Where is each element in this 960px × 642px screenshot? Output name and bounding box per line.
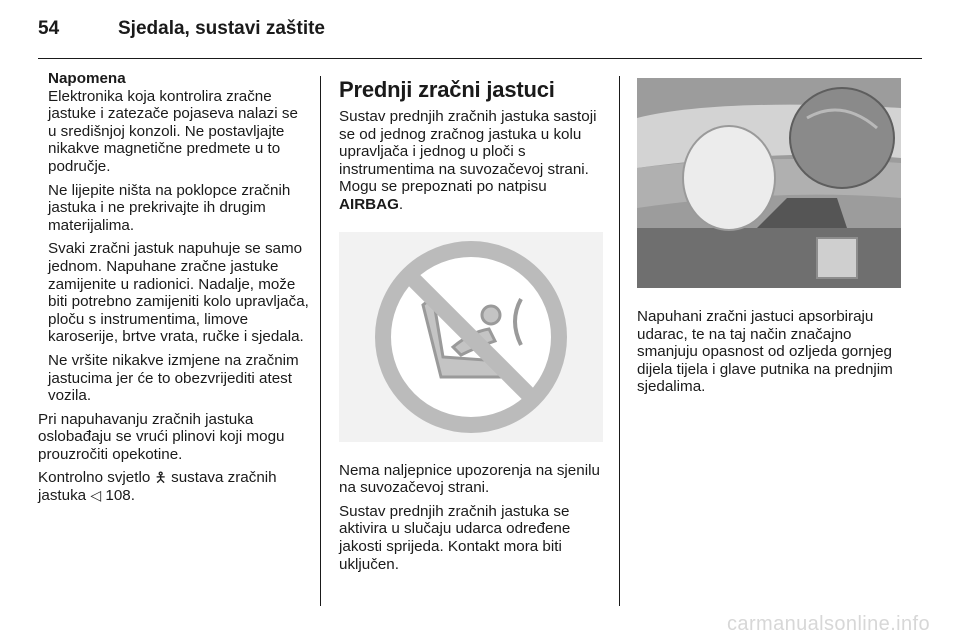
no-child-seat-sign-illustration [339,232,603,442]
note-paragraph-2: Ne lijepite ništa na poklopce zračnih jastuka i ne prekrivajte ih drugim materijalima. [48,181,291,234]
note-block [38,70,310,405]
paragraph-intro [339,108,607,214]
intro-end: . [398,195,404,213]
warning-light-text-mid: sustava zračnih jastuka [38,469,277,505]
paragraph-warning-light [38,469,310,504]
column-3 [637,78,903,402]
airbag-label: AIRBAG [339,195,399,213]
watermark: carmanualsonline.info [727,613,930,635]
header-rule [38,58,922,59]
intro-text: Sustav prednjih zračnih jastuka sastoji se od jednog zračnog jastuka u kolu upravljača i jednog u ploči s instrumentima na suvozačevoj strani. Mogu se prepoznati po natpisu [339,108,597,196]
paragraph-activation: Sustav prednjih zračnih jastuka se aktivira u slučaju udarca određene jakosti sprijeda. Kontakt mora biti uključen. [339,502,571,573]
page-header [38,18,325,48]
column-2 [339,78,607,579]
note-paragraph-4: Ne vršite nikakve izmjene na zračnim jastucima jer će to obezvrijediti atest vozila. [48,351,299,405]
photo-caption: Napuhani zračni jastuci apsorbiraju udarac, te na taj način značajno smanjuju opasnost od ozljeda gornjeg dijela tijela i glave putnika na prednjim sjedalima. [637,308,893,396]
chapter-title: Sjedala, sustavi zaštite [118,18,325,39]
no-child-seat-sign-icon [371,237,571,437]
note-title: Napomena [48,70,126,87]
airbags-photo-illustration [637,78,901,288]
note-paragraph-1: Elektronika koja kontrolira zračne jastuke i zatezače pojaseva nalazi se u središnjoj konzoli. Ne postavljajte nikakve magnetične predmete u to područje. [48,87,298,175]
inflated-airbags-photo [637,78,901,288]
page-reference-link[interactable]: 108. [105,487,135,505]
column-divider-2 [619,76,620,606]
warning-light-text-pre: Kontrolno svjetlo [38,469,151,487]
page-reference-icon: ◁ [90,487,102,504]
page-number: 54 [38,18,60,39]
column-divider-1 [320,76,321,606]
column-1 [38,70,310,511]
note-paragraph-3: Svaki zračni jastuk napuhuje se samo jednom. Napuhane zračne jastuke zamijenite u radionici. Nadalje, može biti potrebno zamijeniti kolo upravljača, ploču s instrumentima, limove karoserije, brtve vrata, ručke i sjedala. [48,240,309,346]
paragraph-hot-gases: Pri napuhavanju zračnih jastuka oslobađaju se vrući plinovi koji mogu prouzročiti opekotine. [38,410,285,463]
section-heading: Prednji zračni jastuci [339,77,555,102]
airbag-warning-icon: 🯅 [154,469,167,486]
sign-caption: Nema naljepnice upozorenja na sjenilu na suvozačevoj strani. [339,461,600,497]
